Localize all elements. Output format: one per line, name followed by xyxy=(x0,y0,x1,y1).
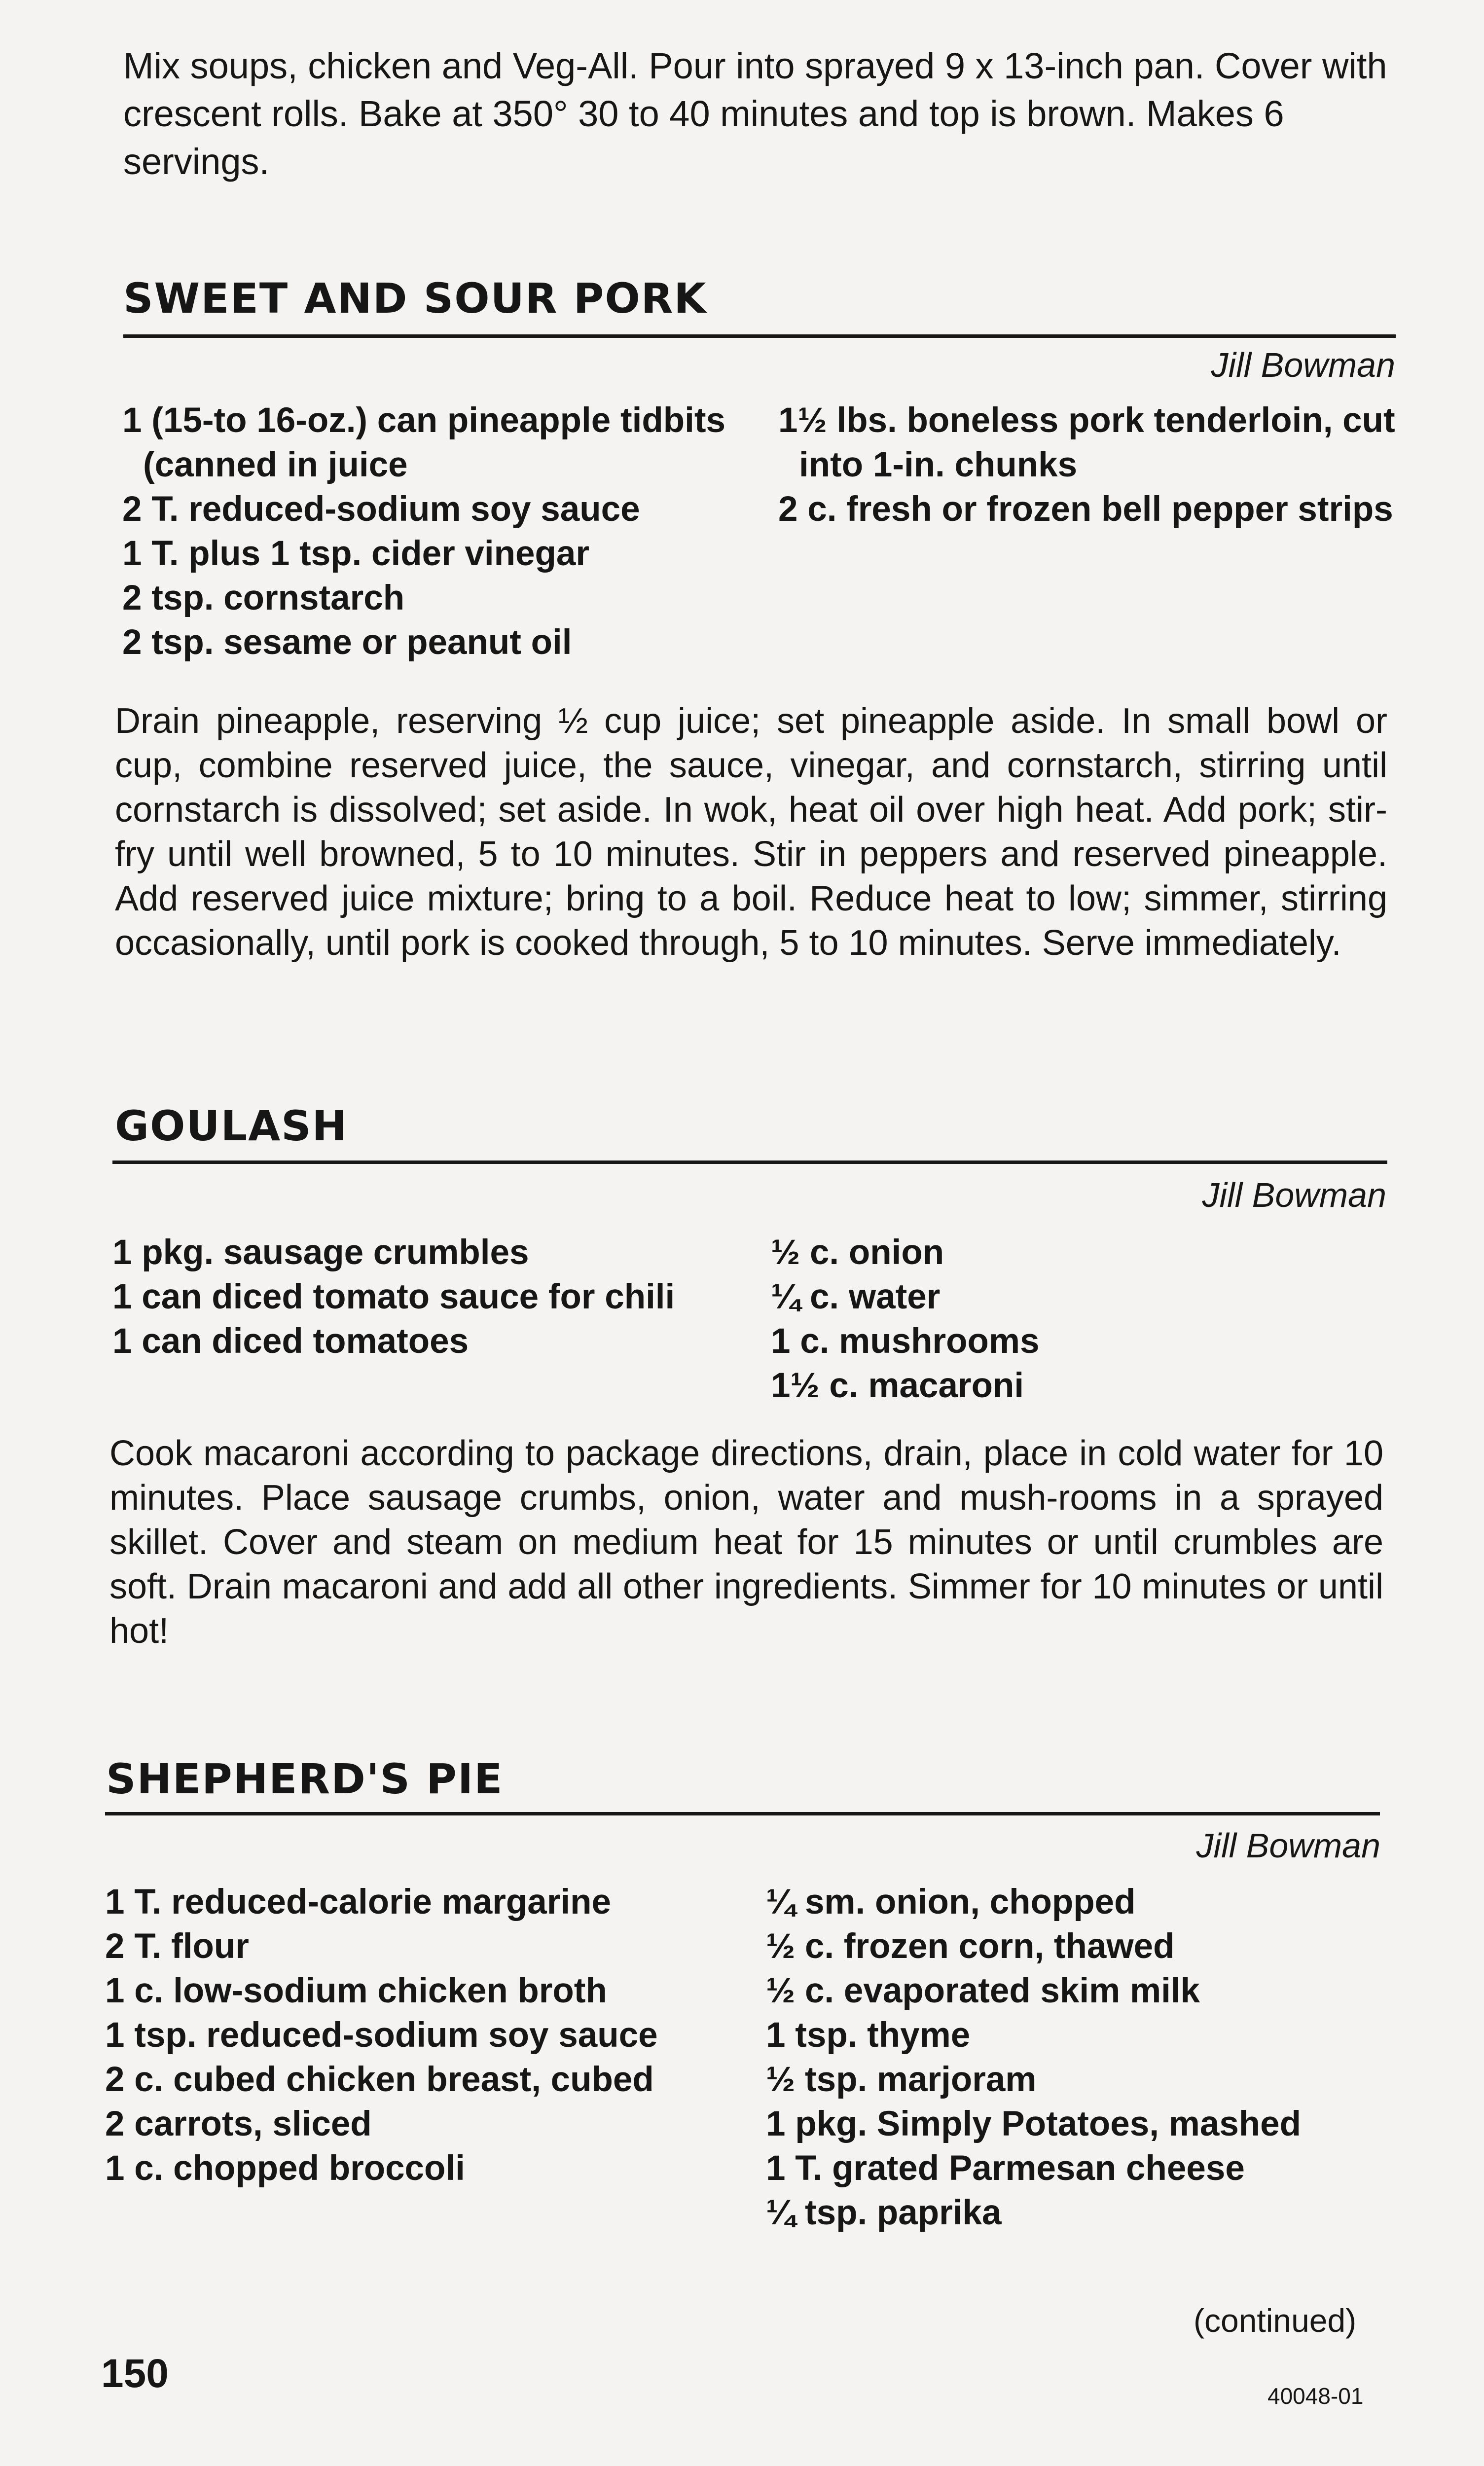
page-number: 150 xyxy=(101,2351,169,2396)
recipe-author: Jill Bowman xyxy=(1211,346,1395,384)
ingredient: 1 (15-to 16-oz.) can pineapple tidbits (canned in juice xyxy=(122,401,725,484)
ingredient: 1 c. mushrooms xyxy=(771,1322,1040,1361)
ingredient: ¼ c. water xyxy=(771,1277,941,1316)
ingredient: 1½ c. macaroni xyxy=(771,1366,1024,1405)
recipe-author: Jill Bowman xyxy=(1196,1826,1380,1865)
ingredient: 2 T. flour xyxy=(105,1927,249,1966)
ingredient: 1 T. plus 1 tsp. cider vinegar xyxy=(122,534,589,573)
ingredients-right xyxy=(771,1231,1392,1408)
ingredient: 1 tsp. thyme xyxy=(766,2016,971,2055)
ingredient: 2 T. reduced-sodium soy sauce xyxy=(122,490,640,529)
ingredients-left xyxy=(112,1231,749,1364)
title-rule xyxy=(112,1160,1387,1164)
ingredient: ½ c. evaporated skim milk xyxy=(766,1971,1200,2010)
recipe-title: SWEET AND SOUR PORK xyxy=(123,274,707,323)
recipe-directions: Drain pineapple, reserving ½ cup juice; set pineapple aside. In small bowl or cup, combine reserved juice, the sauce, vinegar, and cornstarch, stirring until cornstarch is dissolved; set aside. In wok, heat oil over high heat. Add pork; stir-fry until well browned, 5 to 10 minutes. Stir in peppers and reserved pineapple. Add reserved juice mixture; bring to a boil. Reduce heat to low; simmer, stirring occasionally, until pork is cooked through, 5 to 10 minutes. Serve immediately. xyxy=(115,701,1387,963)
ingredient: 1 c. chopped broccoli xyxy=(105,2149,465,2188)
intro-paragraph: Mix soups, chicken and Veg-All. Pour into sprayed 9 x 13-inch pan. Cover with crescent rolls. Bake at 350° 30 to 40 minutes and top is brown. Makes 6 servings. xyxy=(123,45,1387,182)
recipe-title: SHEPHERD'S PIE xyxy=(106,1755,504,1803)
continued-label: (continued) xyxy=(1194,2302,1357,2339)
ingredient: 1 c. low-sodium chicken broth xyxy=(105,1971,607,2010)
ingredient: 1 can diced tomatoes xyxy=(112,1322,469,1361)
ingredient: 2 c. fresh or frozen bell pepper strips xyxy=(778,490,1393,529)
ingredients-left xyxy=(122,399,759,665)
ingredient: 2 carrots, sliced xyxy=(105,2104,372,2143)
ingredient: 1 T. reduced-calorie margarine xyxy=(105,1883,611,1922)
ingredient: 1 T. grated Parmesan cheese xyxy=(766,2149,1245,2188)
ingredient: 1 pkg. Simply Potatoes, mashed xyxy=(766,2104,1302,2143)
recipe-author: Jill Bowman xyxy=(1202,1176,1386,1214)
ingredient: 1 pkg. sausage crumbles xyxy=(112,1233,529,1272)
ingredient: ¼ tsp. paprika xyxy=(766,2193,1002,2232)
recipe-title: GOULASH xyxy=(115,1102,348,1150)
ingredients-left xyxy=(105,1880,746,2191)
title-rule xyxy=(123,334,1396,338)
ingredient: ½ c. onion xyxy=(771,1233,944,1272)
ingredient: 1½ lbs. boneless pork tenderloin, cut into 1-in. chunks xyxy=(778,401,1395,484)
ingredient: 2 tsp. cornstarch xyxy=(122,579,405,617)
ingredient: 1 can diced tomato sauce for chili xyxy=(112,1277,675,1316)
ingredient: ¼ sm. onion, chopped xyxy=(766,1883,1136,1922)
ingredient: 2 c. cubed chicken breast, cubed xyxy=(105,2060,654,2099)
ingredient: 2 tsp. sesame or peanut oil xyxy=(122,623,572,662)
ingredient: ½ tsp. marjoram xyxy=(766,2060,1037,2099)
recipe-directions: Cook macaroni according to package directions, drain, place in cold water for 10 minutes. Place sausage crumbs, onion, water and mush-rooms in a sprayed skillet. Cover and steam on medium heat for 15 minutes or until crumbles are soft. Drain macaroni and add all other ingredients. Simmer for 10 minutes or until hot! xyxy=(109,1434,1383,1651)
ingredients-right xyxy=(766,1880,1397,2235)
ingredient: ½ c. frozen corn, thawed xyxy=(766,1927,1175,1966)
ingredient: 1 tsp. reduced-sodium soy sauce xyxy=(105,2016,658,2055)
print-code: 40048-01 xyxy=(1267,2383,1364,2409)
ingredients-right xyxy=(778,399,1400,532)
title-rule xyxy=(105,1812,1380,1815)
